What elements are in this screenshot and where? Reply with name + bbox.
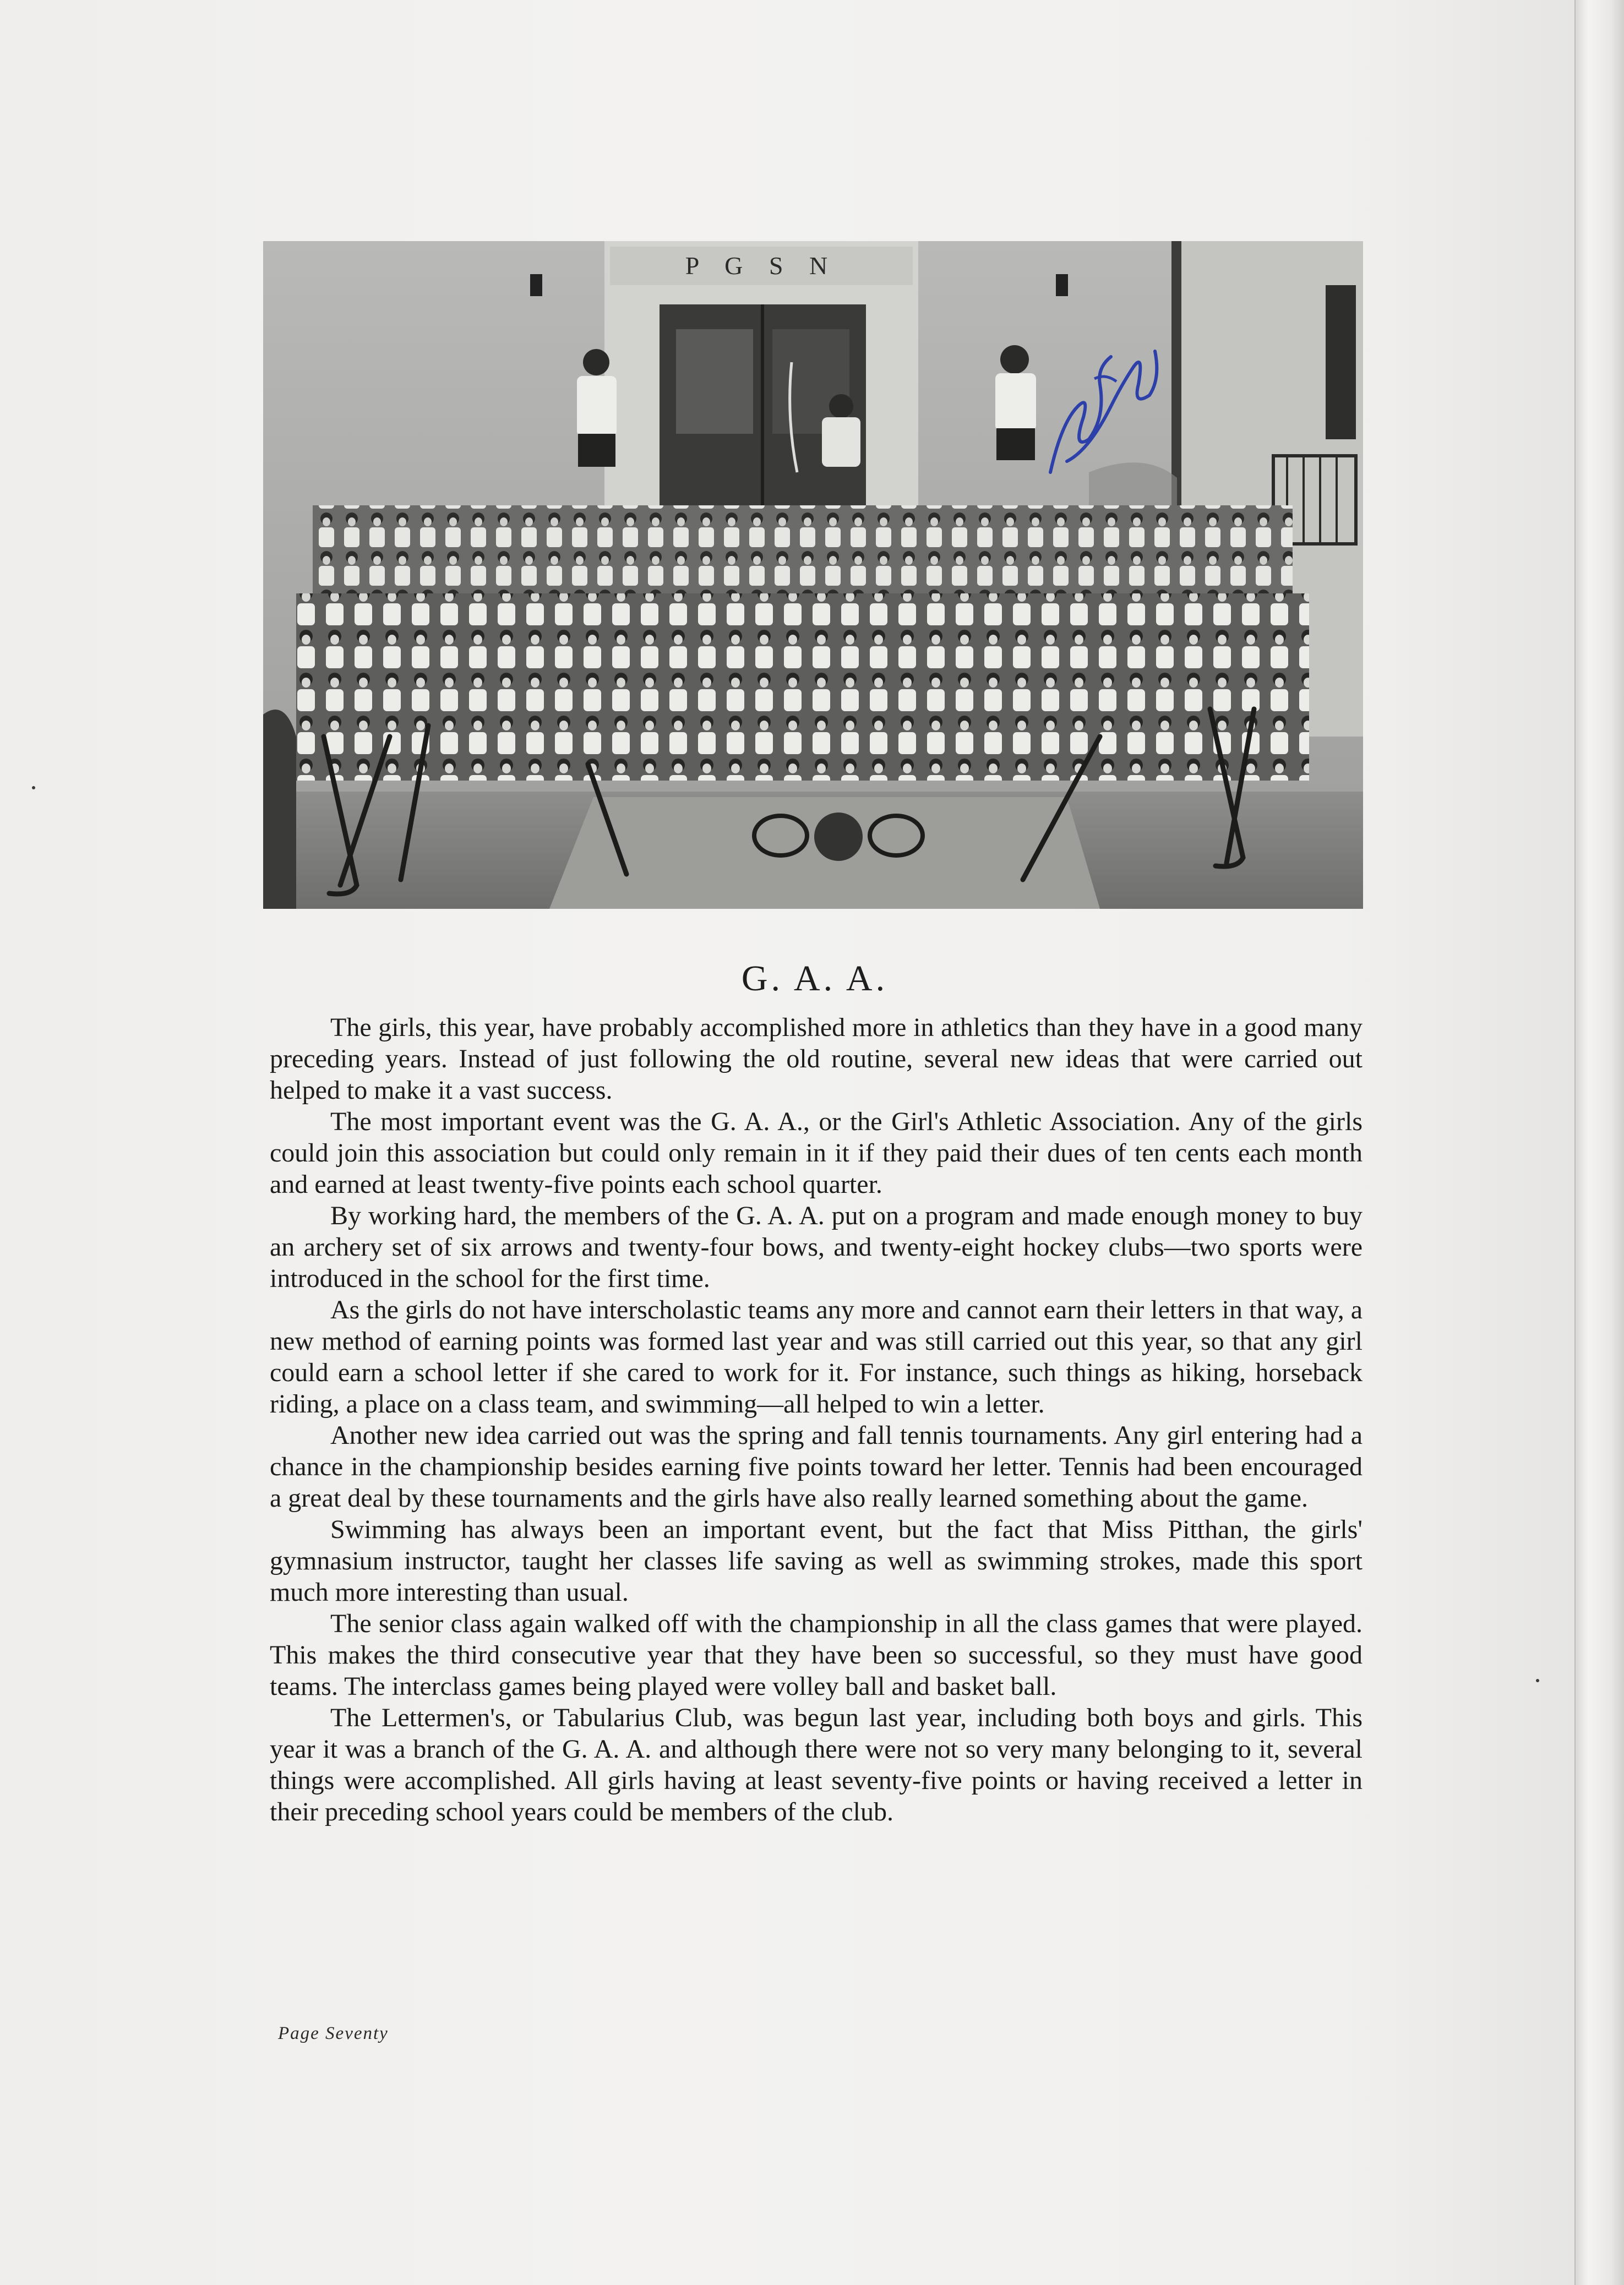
- page-number: Page Seventy: [278, 2024, 389, 2043]
- paragraph: Another new idea carried out was the spring and fall tennis tournaments. Any girl entering had a chance in the championship besides earning five points toward her letter. Tennis had been encouraged a great deal by these tournaments and the girls have also really learned something about the game.: [270, 1421, 1363, 1513]
- paper-speck: [1536, 1679, 1539, 1682]
- paragraph: The senior class again walked off with the championship in all the class games that were played. This makes the third consecutive year that they have been so successful, so they must have good teams. The interclass games being played were volley ball and basket ball.: [270, 1609, 1363, 1701]
- next-page-edge: [1574, 0, 1624, 2285]
- paragraph: The Lettermen's, or Tabularius Club, was begun last year, including both boys and girls. This year it was a branch of the G. A. A. and although there were not so very many belonging to it, several things were accomplished. All girls having at least seventy-five points or having received a letter in their preceding school years could be members of the club.: [270, 1703, 1363, 1826]
- paragraph: By working hard, the members of the G. A. A. put on a program and made enough money to buy an archery set of six arrows and twenty-four bows, and twenty-eight hockey clubs—two sports were introduced in the school for the first time.: [270, 1201, 1363, 1293]
- paragraph: The most important event was the G. A. A., or the Girl's Athletic Association. Any of the girls could join this association but could only remain in it if they paid their dues of ten cents each month and earned at least twenty-five points each school quarter.: [270, 1107, 1363, 1199]
- paper-speck: [32, 786, 35, 789]
- paragraph: Swimming has always been an important event, but the fact that Miss Pitthan, the girls' gymnasium instructor, taught her classes life saving as well as swimming strokes, made this sport much more interesting than usual.: [270, 1515, 1363, 1607]
- group-photo-image: [263, 241, 1363, 909]
- lintel-lettering: P G S N: [685, 252, 838, 280]
- paragraph: The girls, this year, have probably accomplished more in athletics than they have in a good many preceding years. Instead of just following the old routine, several new ideas that were carried out helped to make it a vast success.: [270, 1013, 1363, 1105]
- group-photo: [263, 241, 1363, 909]
- article-body: [270, 1012, 1363, 1828]
- article-title: G. A. A.: [741, 958, 889, 999]
- paragraph: As the girls do not have interscholastic teams any more and cannot earn their letters in that way, a new method of earning points was formed last year and was still carried out this year, so that any girl could earn a school letter if she cared to work for it. For instance, such things as hiking, horseback riding, a place on a class team, and swimming—all helped to win a letter.: [270, 1295, 1363, 1419]
